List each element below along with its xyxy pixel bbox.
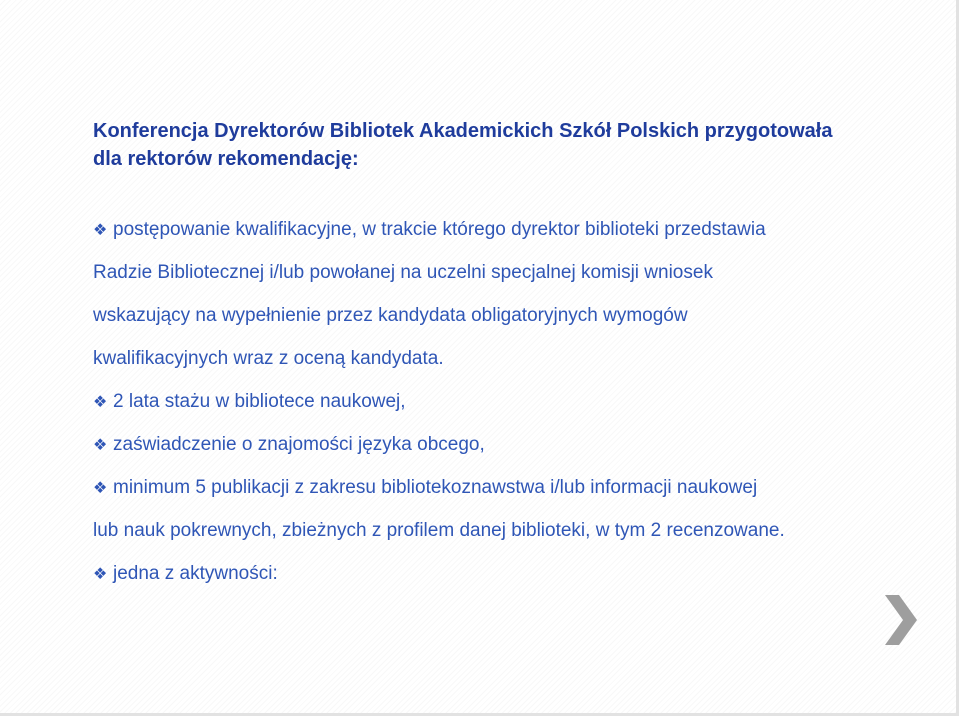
- list-item: [93, 208, 923, 380]
- diamond-bullet-icon: ❖: [93, 564, 108, 583]
- list-item: [93, 466, 923, 552]
- diamond-bullet-icon: ❖: [93, 220, 108, 239]
- list-item: [93, 380, 923, 423]
- list-item-line: wskazujący na wypełnienie przez kandydata obligatoryjnych wymogów: [93, 305, 688, 326]
- list-item: [93, 423, 923, 466]
- list-item-line: zaświadczenie o znajomości języka obcego,: [113, 434, 485, 455]
- diamond-bullet-icon: ❖: [93, 392, 108, 411]
- bullet-list: [93, 208, 923, 595]
- heading-line: dla rektorów rekomendację:: [93, 148, 359, 170]
- chevron-right-icon[interactable]: [880, 592, 920, 648]
- heading-line: Konferencja Dyrektorów Bibliotek Akademickich Szkół Polskich przygotowała: [93, 120, 833, 142]
- list-item-line: Radzie Bibliotecznej i/lub powołanej na uczelni specjalnej komisji wniosek: [93, 262, 713, 283]
- list-item-line: lub nauk pokrewnych, zbieżnych z profilem danej biblioteki, w tym 2 recenzowane.: [93, 520, 785, 541]
- list-item-line: 2 lata stażu w bibliotece naukowej,: [113, 391, 406, 412]
- list-item-line: postępowanie kwalifikacyjne, w trakcie którego dyrektor biblioteki przedstawia: [113, 219, 766, 240]
- list-item-line: kwalifikacyjnych wraz z oceną kandydata.: [93, 348, 444, 369]
- slide-heading: [93, 117, 913, 173]
- diamond-bullet-icon: ❖: [93, 478, 108, 497]
- list-item: [93, 552, 923, 595]
- list-item-line: minimum 5 publikacji z zakresu bibliotekoznawstwa i/lub informacji naukowej: [113, 477, 758, 498]
- list-item-line: jedna z aktywności:: [113, 563, 278, 584]
- diamond-bullet-icon: ❖: [93, 435, 108, 454]
